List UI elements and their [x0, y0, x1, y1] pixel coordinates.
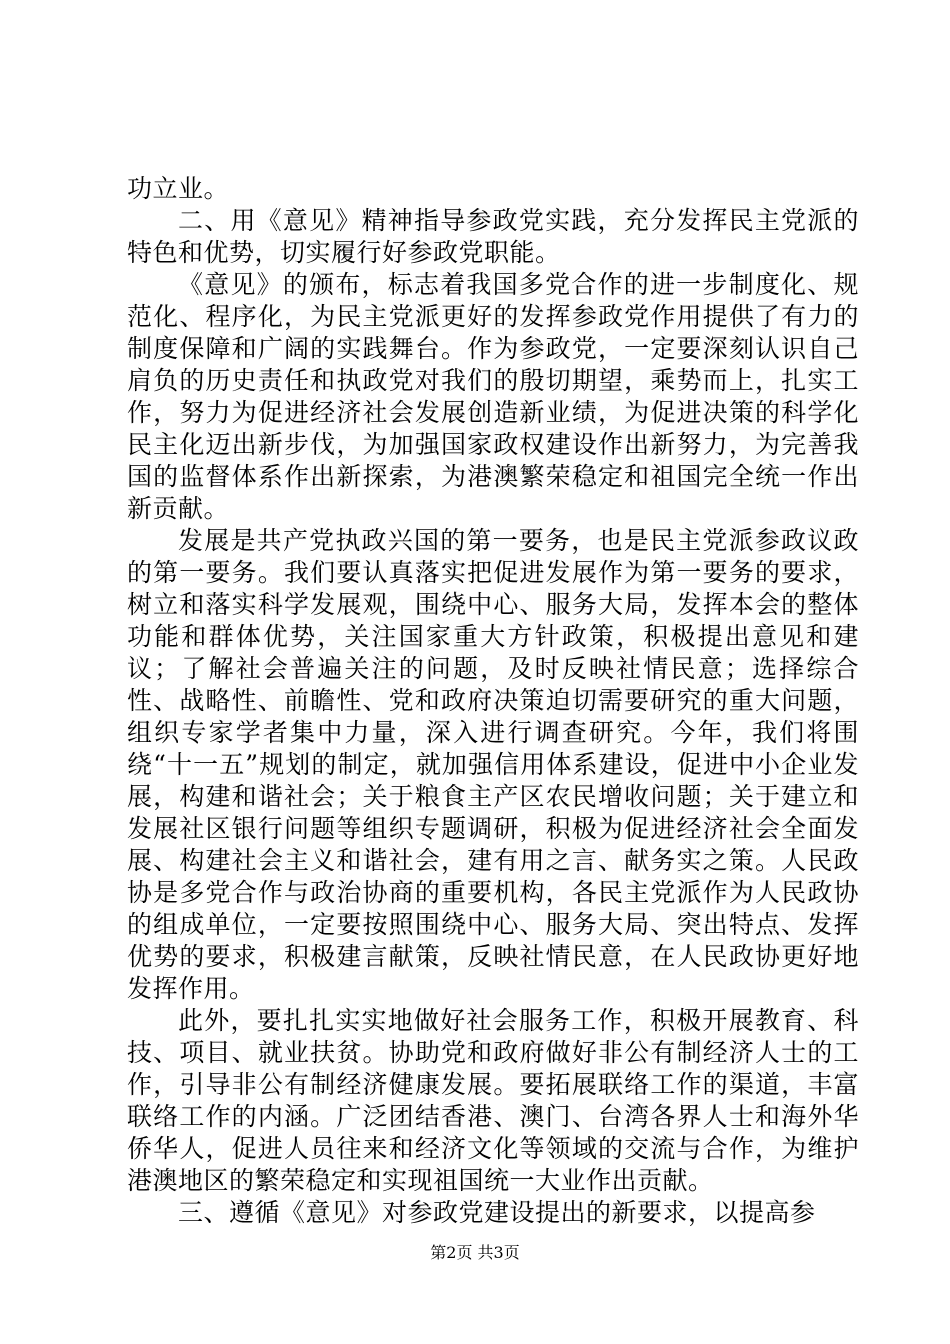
page-number-footer: 第2页 共3页 [430, 1243, 520, 1262]
paragraph-2: 二、用《意见》精神指导参政党实践，充分发挥民主党派的特色和优势，切实履行好参政党职能。 [127, 206, 859, 267]
paragraph-4: 发展是共产党执政兴国的第一要务，也是民主党派参政议政的第一要务。我们要认真落实把促进发展作为第一要务的要求，树立和落实科学发展观，围绕中心、服务大局，发挥本会的整体功能和群体优势，关注国家重大方针政策，积极提出意见和建议；了解社会普遍关注的问题，及时反映社情民意；选择综合性、战略性、前瞻性、党和政府决策迫切需要研究的重大问题，组织专家学者集中力量，深入进行调查研究。今年，我们将围绕“十一五”规划的制定，就加强信用体系建设，促进中小企业发展，构建和谐社会；关于粮食主产区农民增收问题；关于建立和发展社区银行问题等组织专题调研，积极为促进经济社会全面发展、构建社会主义和谐社会，建有用之言、献务实之策。人民政协是多党合作与政治协商的重要机构，各民主党派作为人民政协的组成单位，一定要按照围绕中心、服务大局、突出特点、发挥优势的要求，积极建言献策，反映社情民意，在人民政协更好地发挥作用。 [127, 526, 859, 1003]
paragraph-6: 三、遵循《意见》对参政党建设提出的新要求，以提高参 [178, 1198, 816, 1227]
document-body [127, 173, 859, 1229]
paragraph-5: 此外，要扎扎实实地做好社会服务工作，积极开展教育、科技、项目、就业扶贫。协助党和政府做好非公有制经济人士的工作，引导非公有制经济健康发展。要拓展联络工作的渠道，丰富联络工作的内涵。广泛团结香港、澳门、台湾各界人士和海外华侨华人，促进人员往来和经济文化等领域的交流与合作，为维护港澳地区的繁荣稳定和实现祖国统一大业作出贡献。 [127, 1006, 859, 1195]
paragraph-1: 功立业。 [127, 174, 230, 203]
paragraph-3: 《意见》的颁布，标志着我国多党合作的进一步制度化、规范化、程序化，为民主党派更好的发挥参政党作用提供了有力的制度保障和广阔的实践舞台。作为参政党，一定要深刻认识自己肩负的历史责任和执政党对我们的殷切期望，乘势而上，扎实工作，努力为促进经济社会发展创造新业绩，为促进决策的科学化民主化迈出新步伐，为加强国家政权建设作出新努力，为完善我国的监督体系作出新探索，为港澳繁荣稳定和祖国完全统一作出新贡献。 [127, 270, 859, 523]
